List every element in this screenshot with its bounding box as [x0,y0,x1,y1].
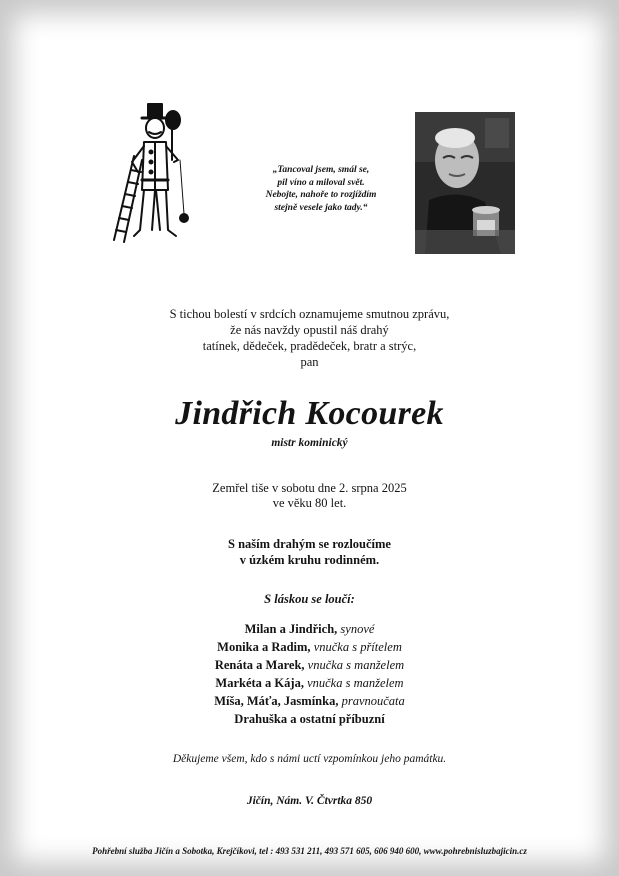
mourner-row [0,674,619,692]
farewell-line: v úzkém kruhu rodinném. [239,553,380,567]
death-line: Zemřel tiše v sobotu dne 2. srpna 2025 [212,481,407,495]
mourner-names: Monika a Radim, [217,640,311,654]
death-notice [0,481,619,511]
mourner-row [0,638,619,656]
announcement-line: že nás navždy opustil náš drahý [230,323,389,337]
mourner-row [0,620,619,638]
deceased-title: mistr kominický [271,437,348,449]
mourner-row [0,656,619,674]
mourner-names: Milan a Jindřich, [244,622,338,636]
quote-line: stejně vesele jako tady.“ [274,202,368,213]
announcement-line: S tichou bolestí v srdcích oznamujeme smutnou zprávu, [169,307,450,321]
mourner-relation: vnučka s přítelem [313,640,402,654]
quote [228,164,414,214]
mourner-names: Markéta a Kája, [215,676,304,690]
death-line: ve věku 80 let. [272,496,347,510]
quote-line: pil víno a miloval svět. [277,177,365,188]
deceased-name: Jindřich Kocourek [175,395,444,432]
farewell-notice [0,536,619,568]
announcement [0,306,619,370]
address-text: Jičín, Nám. V. Čtvrtka 850 [246,795,373,807]
mourner-relation: vnučka s manželem [307,658,405,672]
portrait-photo [415,112,515,254]
announcement-line: tatínek, dědeček, pradědeček, bratr a strýc, [202,339,417,353]
mourner-names: Míša, Máťa, Jasmínka, [214,694,339,708]
quote-line: „Tancoval jsem, smál se, [272,165,370,175]
announcement-line: pan [300,355,319,369]
funeral-service-footer: Pohřební služba Jičín a Sobotka, Krejčíkovi, tel : 493 531 211, 493 571 605, 606 940 600, www.pohrebnisluzbajicin.cz [92,846,527,856]
farewell-line: S naším drahým se rozloučíme [228,537,391,551]
mourner-relation: vnučka s manželem [307,676,404,690]
mourner-row [0,710,619,728]
thanks-text: Děkujeme všem, kdo s námi uctí vzpomínkou jeho památku. [172,753,447,765]
mourners-heading: S láskou se loučí: [264,592,355,606]
chimney-sweep-icon [104,100,200,250]
mourner-row [0,692,619,710]
mourner-relation: synové [340,622,375,636]
mourners-list [0,620,619,728]
quote-line: Nebojte, nahoře to rozjíždím [265,190,377,200]
mourner-names: Drahuška a ostatní příbuzní [234,712,385,726]
mourner-relation: pravnoučata [341,694,405,708]
mourner-names: Renáta a Marek, [214,658,305,672]
